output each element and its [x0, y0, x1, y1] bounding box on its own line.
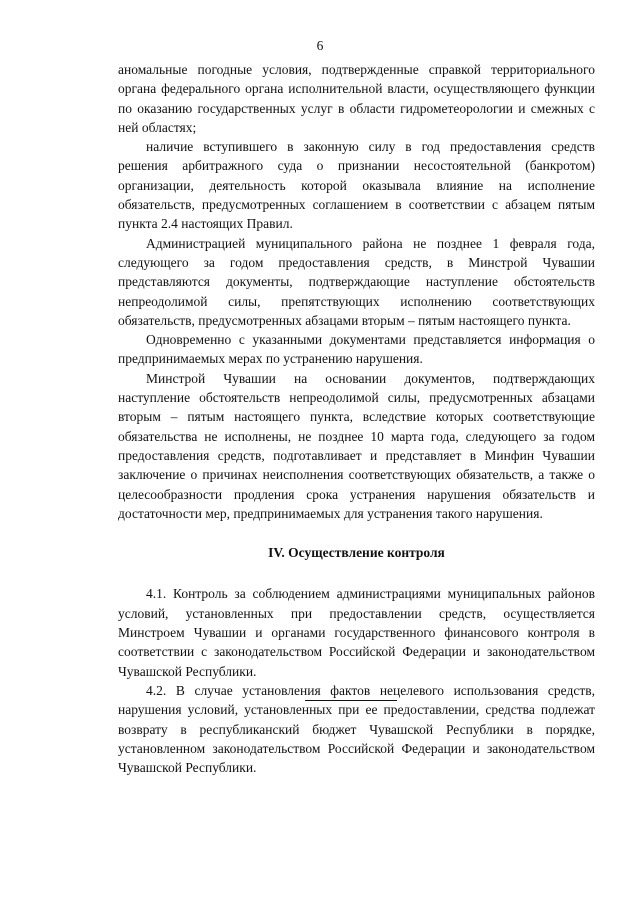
page-number: 6 — [316, 38, 324, 53]
paragraph-documents: Администрацией муниципального района не позднее 1 февраля года, следующего за годом предоставления средств, в Минстрой Чувашии представляются документы, подтверждающие наступление обстоятельств непреодолимой силы, препятствующих исполнению соответствующих обязательств, предусмотренных абзацами вторым – пятым настоящего пункта. — [118, 235, 595, 328]
end-divider — [305, 700, 397, 701]
paragraph-conclusion: Минстрой Чувашии на основании документов, подтверждающих наступление обстоятельств непреодолимой силы, предусмотренных абзацами вторым – пятым настоящего пункта, вследствие которых соответствующие обязательства не исполнены, не позднее 10 марта года, следующего за годом предоставления средств, подготавливает и представляет в Минфин Чувашии заключение о причинах неисполнения соответствующих обязательств, а также о целесообразности продления срока устранения нарушения обязательств и достаточности мер, предпринимаемых для устранения такого нарушения. — [118, 370, 595, 521]
paragraph-weather: аномальные погодные условия, подтвержденные справкой территориального органа федерального органа исполнительной власти, осуществляющего функции по оказанию государственных услуг в области гидрометеорологии и смежных с ней областях; — [118, 62, 595, 135]
paragraph-arbitration: наличие вступившего в законную силу в год предоставления средств решения арбитражного суда о признании несостоятельной (банкротом) организации, деятельность которой оказывала влияние на исполнение обязательств, предусмотренных соглашением в соответствии с абзацем пятым пункта 2.4 настоящих Правил. — [118, 139, 595, 232]
section-heading: IV. Осуществление контроля — [268, 545, 445, 561]
paragraph-information: Одновременно с указанными документами представляется информация о предпринимаемых мерах по устранению нарушения. — [118, 332, 595, 367]
paragraph-4-2: 4.2. В случае установления фактов нецелевого использования средств, нарушения условий, установленных при ее предоставлении, средства подлежат возврату в республиканский бюджет Чувашской Республики в порядке, установленном законодательством Российской Федерации и законодательством Чувашской Республики. — [118, 682, 595, 776]
document-body — [118, 60, 595, 777]
paragraph-4-1: 4.1. Контроль за соблюдением администрациями муниципальных районов условий, установленных при предоставлении средств, осуществляется Минстроем Чувашии и органами государственного финансового контроля в соответствии с законодательством Российской Федерации и законодательством Чувашской Республики. — [118, 586, 595, 679]
